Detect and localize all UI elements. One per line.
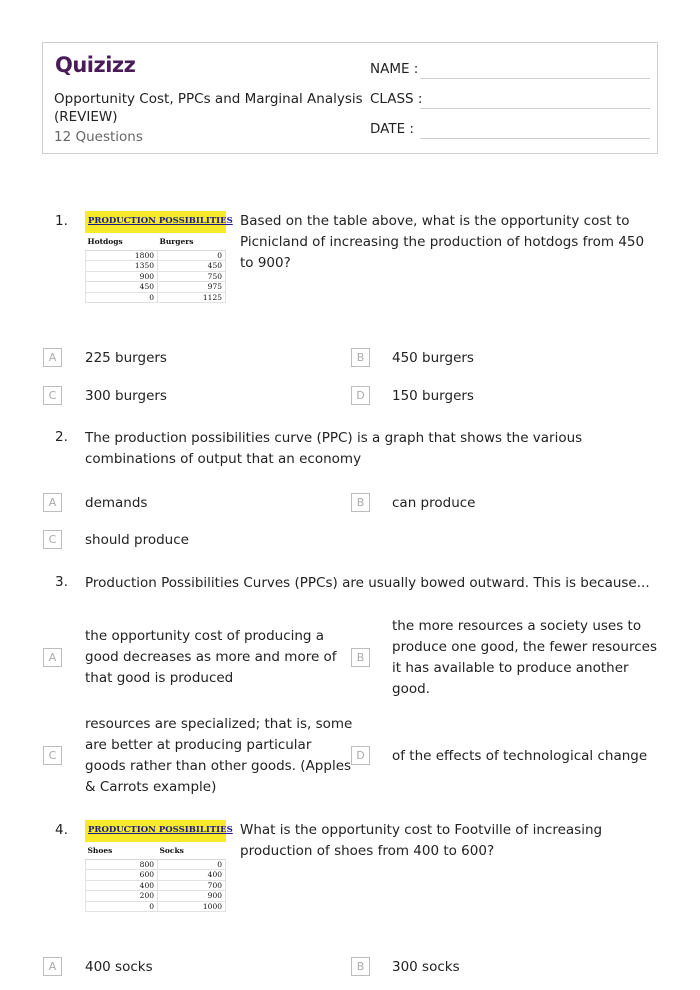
class-field[interactable]	[370, 91, 650, 111]
table-cell: 0	[86, 901, 158, 912]
table-cell: 975	[158, 282, 226, 293]
table-cell: 1350	[86, 261, 158, 272]
option-b-box[interactable]: B	[351, 348, 370, 367]
option-c-text: should produce	[85, 532, 189, 548]
question-3-number: 3.	[55, 574, 68, 590]
option-d-box[interactable]: D	[351, 386, 370, 405]
option-b-text: can produce	[392, 495, 476, 511]
question-1-table	[85, 211, 233, 303]
option-b-text: the more resources a society uses to produce one good, the fewer resources it has available to produce another good.	[392, 618, 657, 697]
table-heading: PRODUCTION POSSIBILITIES	[85, 820, 226, 842]
table-col2-header: Burgers	[158, 233, 226, 250]
option-a-text: demands	[85, 495, 148, 511]
table-heading: PRODUCTION POSSIBILITIES	[85, 211, 226, 233]
option-d-box[interactable]: D	[351, 746, 370, 765]
table-cell: 0	[86, 292, 158, 303]
option-c-text: resources are specialized; that is, some are better at producing particular goods rather than other goods. (Apples & Carrots example)	[85, 716, 353, 795]
table-cell: 0	[158, 250, 226, 261]
question-4-table	[85, 820, 233, 912]
option-c-box[interactable]: C	[43, 386, 62, 405]
table-cell: 1000	[158, 901, 226, 912]
question-count: 12 Questions	[54, 129, 143, 145]
date-label: DATE :	[370, 121, 414, 137]
option-d-text: 150 burgers	[392, 388, 474, 404]
table-cell: 600	[86, 870, 158, 881]
table-cell: 450	[86, 282, 158, 293]
option-a-box[interactable]: A	[43, 348, 62, 367]
name-field[interactable]	[370, 61, 650, 81]
option-a-box[interactable]: A	[43, 493, 62, 512]
worksheet-header	[42, 42, 658, 154]
table-cell: 450	[158, 261, 226, 272]
table-cell: 900	[86, 271, 158, 282]
table-cell: 700	[158, 880, 226, 891]
option-b-box[interactable]: B	[351, 957, 370, 976]
option-a-text: 225 burgers	[85, 350, 167, 366]
option-a-text: the opportunity cost of producing a good decreases as more and more of that good is produced	[85, 628, 337, 686]
question-3-text: Production Possibilities Curves (PPCs) are usually bowed outward. This is because...	[85, 575, 650, 591]
question-2-text: The production possibilities curve (PPC) is a graph that shows the various combinations of output that an economy	[85, 430, 583, 467]
name-line	[420, 78, 650, 79]
question-2-number: 2.	[55, 429, 68, 445]
name-label: NAME :	[370, 61, 419, 77]
date-line	[420, 138, 650, 139]
option-c-box[interactable]: C	[43, 530, 62, 549]
class-line	[420, 108, 650, 109]
table-cell: 750	[158, 271, 226, 282]
option-a-text: 400 socks	[85, 959, 153, 975]
option-b-box[interactable]: B	[351, 493, 370, 512]
worksheet-title: Opportunity Cost, PPCs and Marginal Analysis (REVIEW)	[54, 91, 363, 125]
table-cell: 1800	[86, 250, 158, 261]
option-d-text: of the effects of technological change	[392, 748, 648, 764]
option-b-text: 450 burgers	[392, 350, 474, 366]
option-c-text: 300 burgers	[85, 388, 167, 404]
question-1-text: Based on the table above, what is the opportunity cost to Picnicland of increasing the production of hotdogs from 450 to 900?	[240, 213, 645, 271]
table-cell: 800	[86, 859, 158, 870]
option-a-box[interactable]: A	[43, 648, 62, 667]
option-c-box[interactable]: C	[43, 746, 62, 765]
table-col1-header: Shoes	[86, 842, 158, 859]
table-col2-header: Socks	[158, 842, 226, 859]
date-field[interactable]	[370, 121, 650, 141]
option-b-box[interactable]: B	[351, 648, 370, 667]
class-label: CLASS :	[370, 91, 423, 107]
question-4-number: 4.	[55, 822, 68, 838]
table-cell: 400	[86, 880, 158, 891]
question-1-number: 1.	[55, 213, 68, 229]
table-col1-header: Hotdogs	[86, 233, 158, 250]
table-cell: 200	[86, 891, 158, 902]
table-cell: 0	[158, 859, 226, 870]
option-a-box[interactable]: A	[43, 957, 62, 976]
table-cell: 400	[158, 870, 226, 881]
production-table	[85, 842, 226, 912]
question-4-text: What is the opportunity cost to Footville of increasing production of shoes from 400 to 600?	[240, 822, 603, 859]
table-cell: 900	[158, 891, 226, 902]
table-cell: 1125	[158, 292, 226, 303]
quizizz-logo: Quizizz	[55, 53, 136, 77]
option-b-text: 300 socks	[392, 959, 460, 975]
production-table	[85, 233, 226, 303]
